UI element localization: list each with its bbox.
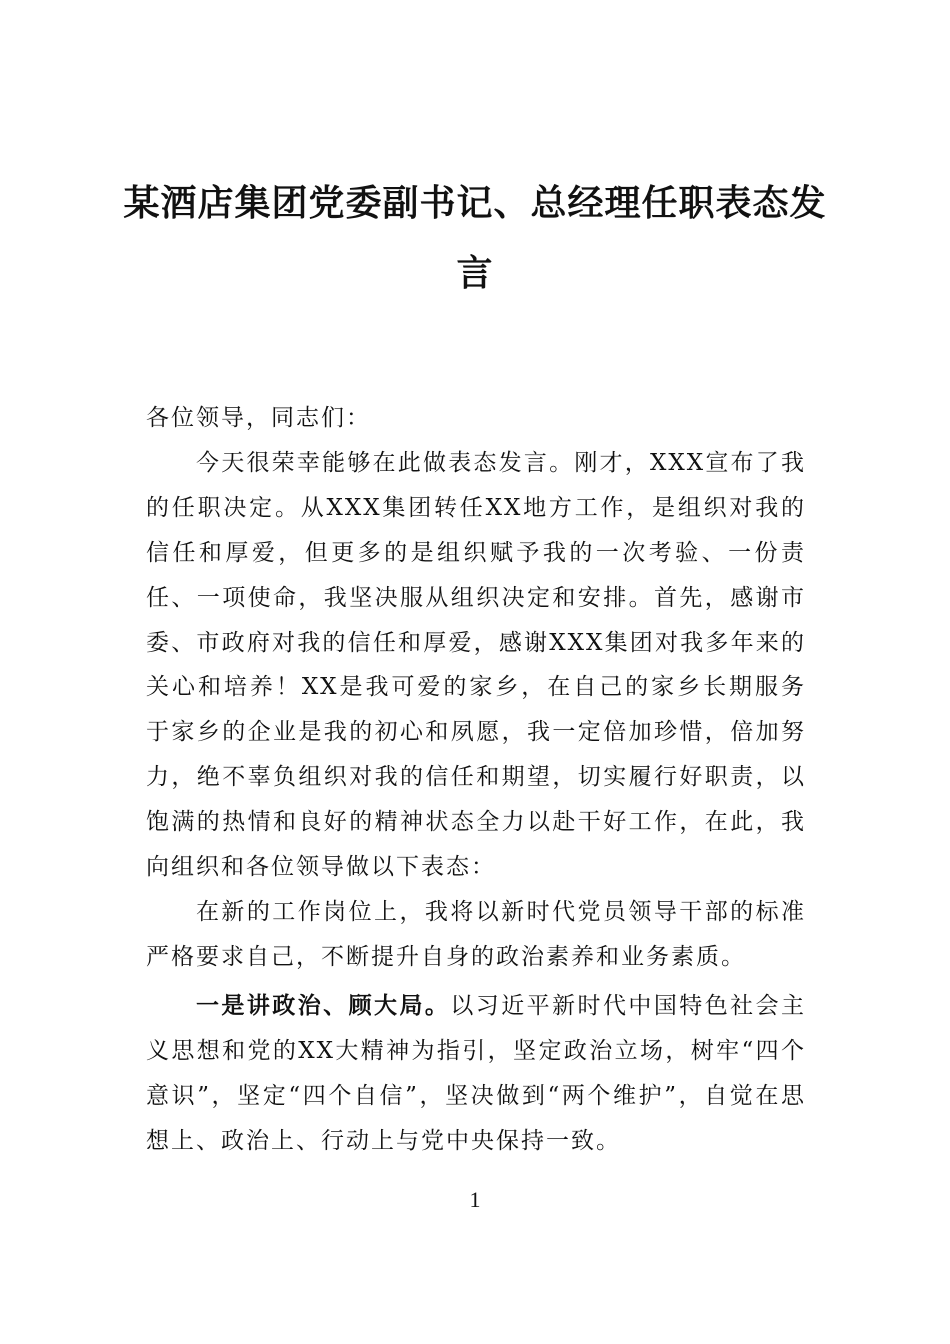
- paragraph-point-one: [146, 984, 806, 1164]
- paragraph-commitment: 在新的工作岗位上，我将以新时代党员领导干部的标准严格要求自己，不断提升自身的政治素养和业务素质。: [146, 898, 806, 970]
- document-title: 某酒店集团党委副书记、总经理任职表态发言: [123, 182, 827, 294]
- point-one-lead: 一是讲政治、顾大局。: [196, 991, 451, 1019]
- paragraph-intro: 今天很荣幸能够在此做表态发言。刚才，XXX宣布了我的任职决定。从XXX集团转任XX地方工作，是组织对我的信任和厚爱，但更多的是组织赋予我的一次考验、一份责任、一项使命，我坚决服从组织决定和安排。首先，感谢市委、市政府对我的信任和厚爱，感谢XXX集团对我多年来的关心和培养！XX是我可爱的家乡，在自己的家乡长期服务于家乡的企业是我的初心和夙愿，我一定倍加珍惜，倍加努力，绝不辜负组织对我的信任和期望，切实履行好职责，以饱满的热情和良好的精神状态全力以赴干好工作，在此，我向组织和各位领导做以下表态：: [146, 449, 806, 881]
- document-body: [146, 396, 806, 1163]
- salutation: 各位领导，同志们：: [146, 405, 371, 431]
- page-number: 1: [469, 1187, 481, 1212]
- point-one-text: 以习近平新时代中国特色社会主义思想和党的XX大精神为指引，坚定政治立场，树牢“四个意识”，坚定“四个自信”，坚决做到“两个维护”，自觉在思想上、政治上、行动上与党中央保持一致。: [146, 992, 807, 1154]
